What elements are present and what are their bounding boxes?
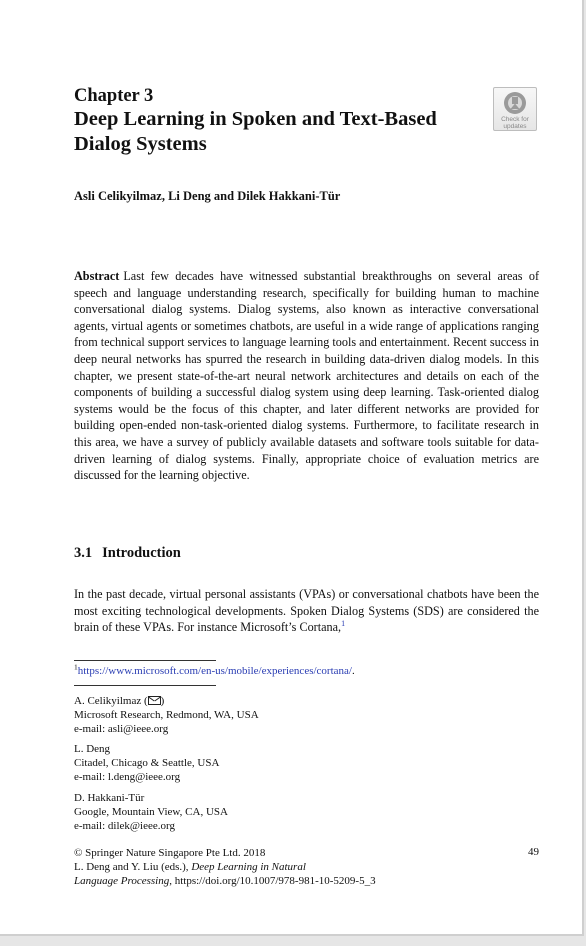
check-for-updates-icon	[503, 91, 527, 115]
affiliation-block	[74, 791, 539, 834]
copyright-block	[74, 846, 539, 889]
affiliation-org: Microsoft Research, Redmond, WA, USA	[74, 709, 259, 722]
affiliation-org: Google, Mountain View, CA, USA	[74, 806, 228, 819]
mail-icon	[148, 696, 161, 705]
affiliation-name: D. Hakkani-Tür	[74, 792, 145, 804]
affiliation-email[interactable]: e-mail: l.deng@ieee.org	[74, 771, 181, 784]
footnote-link[interactable]: https://www.microsoft.com/en-us/mobile/experiences/cortana/	[77, 665, 352, 677]
footnote-divider	[74, 660, 216, 661]
abstract	[74, 268, 539, 484]
copyright-line: © Springer Nature Singapore Pte Ltd. 2018	[74, 847, 266, 859]
affiliation-name: L. Deng	[74, 743, 111, 755]
affiliation-block	[74, 694, 539, 737]
section-number: 3.1	[74, 545, 93, 561]
section-heading	[74, 545, 539, 562]
footnote-number: 1	[74, 662, 78, 672]
affiliation-email[interactable]: e-mail: dilek@ieee.org	[74, 820, 175, 833]
affiliation-org: Citadel, Chicago & Seattle, USA	[74, 757, 220, 770]
chapter-label: Chapter 3	[74, 86, 154, 106]
badge-text-line2: updates	[503, 123, 527, 130]
author-list: Asli Celikyilmaz, Li Deng and Dilek Hakkani-Tür	[74, 189, 341, 203]
check-for-updates-badge[interactable]	[493, 87, 537, 131]
affiliation-name: A. Celikyilmaz ( )	[74, 695, 165, 707]
footnote-reference[interactable]: 1	[341, 619, 346, 629]
intro-paragraph	[74, 586, 539, 636]
section-title: Introduction	[102, 545, 181, 561]
affiliation-email[interactable]: e-mail: asli@ieee.org	[74, 723, 169, 736]
badge-text-line1: Check for	[501, 116, 529, 123]
doi-link[interactable]: , https://doi.org/10.1007/978-981-10-5209-5_3	[169, 875, 376, 888]
abstract-label: Abstract	[74, 269, 120, 283]
affiliation-block	[74, 742, 539, 785]
footnote-trailing: .	[351, 665, 355, 677]
citation-doi-line: Language Processing, https://doi.org/10.1007/978-981-10-5209-5_3	[74, 875, 376, 888]
chapter-title: Deep Learning in Spoken and Text-Based Dialog Systems	[74, 108, 437, 155]
intro-text: In the past decade, virtual personal assistants (VPAs) or conversational chatbots have been the most exciting technological developments. Spoken Dialog Systems (SDS) are considered the brain of these VPAs. For instance Microsoft’s Cortana,	[74, 587, 539, 635]
abstract-text: Last few decades have witnessed substantial breakthroughs on several areas of speech and language understanding research, specifically for building human to machine conversational dialog systems. Dialog systems, also known as interactive conversational agents, virtual agents or sometimes chatbots, are useful in a wide range of applications ranging from technical support services to language learning tools and entertainment. Recent success in deep neural networks has spurred the research in building data-driven dialog models. In this chapter, we present state-of-the-art neural network architectures and details on each of the components of building a successful dialog system using deep learning. Task-oriented dialog systems would be the focus of this chapter, and later different networks are provided for building open-ended non-task-oriented dialog systems. Furthermore, to facilitate research in this area, we have a survey of publicly available datasets and software tools suitable for data-driven learning of dialog systems. Finally, appropriate choice of evaluation metrics are discussed for the learning objective.	[74, 269, 539, 483]
footnote	[74, 662, 539, 677]
page-number: 49	[528, 846, 539, 858]
affiliation-divider	[74, 685, 216, 686]
citation-line: L. Deng and Y. Liu (eds.), Deep Learning in Natural	[74, 861, 306, 874]
